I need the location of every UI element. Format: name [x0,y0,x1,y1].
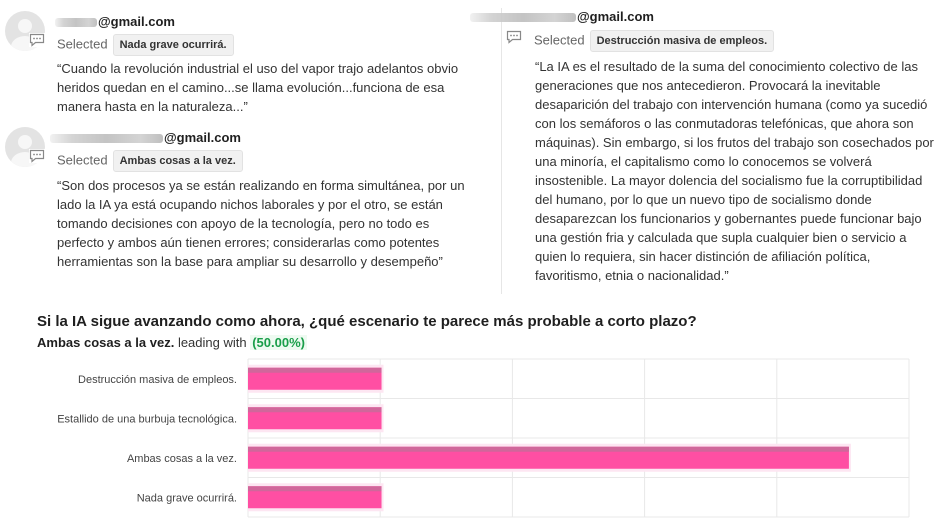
selected-row [57,150,243,172]
category-label: Estallido de una burbuja tecnológica. [57,413,237,426]
user-email: @gmail.com [55,14,175,29]
selected-label: Selected [57,36,108,52]
category-label: Nada grave ocurrirá. [136,492,237,505]
user-email: @gmail.com [50,130,241,145]
comment-text: “Cuando la revolución industrial el uso del vapor trajo adelantos obvio heridos quedan en el camino...se llama evolución...funciona de esa manera hasta en la naturaleza...” [57,61,459,114]
leader-percent: (50.00%) [252,335,305,350]
redacted-email-blur [55,18,97,27]
choice-badge: Destrucción masiva de empleos. [590,30,775,52]
poll-question: Si la IA sigue avanzando como ahora, ¿qué escenario te parece más probable a corto plazo? [37,313,697,330]
comment-text: “La IA es el resultado de la suma del conocimiento colectivo de las generaciones que nos antecedieron. Provocará la inevitable desaparición del trabajo con intervención humana (como ya sucedió con los semáforos o las conmutadoras telefónicas, que ahora son máquinas). Sin embargo, si los frutos del trabajo son cosechados por una minoría, el capitalismo como lo conocemos se volverá insostenible. La mayor dolencia del socialismo fue la corruptibilidad del humano, por lo que un nuevo tipo de socialismo donde desaparezcan los funcionarios y gobernantes puede funcionar bajo una gestión fria y calculada que supla cualquier bien o servicio a quien lo requiera, sin hacer distinción de afiliación política, favoritismo, etnia o nacionalidad.” [535,59,934,283]
comment-icon[interactable] [29,149,45,163]
comment-icon[interactable] [506,30,522,44]
poll-leader-line [37,335,307,350]
category-label: Destrucción masiva de empleos. [78,373,237,386]
category-label: Ambas cosas a la vez. [126,452,237,465]
bar-top-stripe [248,447,849,452]
selected-row [57,34,234,56]
bar-top-stripe [248,407,382,412]
comment-text: “Son dos procesos ya se están realizando en forma simultánea, por un lado la IA ya está ocupando nichos laborales y por el otro, se están tomando decisiones con apoyo de la tecnología, pero no todo es perfecto y ambos aún tienen errores; considerarlas como potentes herramientas son la base para ampliar su desarrollo y desempeño” [57,178,465,269]
poll-results-chart [0,355,943,520]
comment-icon[interactable] [29,33,45,47]
selected-label: Selected [57,152,108,168]
bar-top-stripe [248,486,382,491]
user-email: @gmail.com [470,9,654,24]
choice-badge: Nada grave ocurrirá. [113,34,234,56]
choice-badge: Ambas cosas a la vez. [113,150,243,172]
leader-choice: Ambas cosas a la vez. [37,335,175,350]
leader-text: leading with [177,335,247,350]
selected-row [534,30,774,52]
redacted-email-blur [50,134,163,143]
selected-label: Selected [534,32,585,48]
bar-top-stripe [248,368,382,373]
column-divider [501,8,502,294]
redacted-email-blur [470,13,576,22]
